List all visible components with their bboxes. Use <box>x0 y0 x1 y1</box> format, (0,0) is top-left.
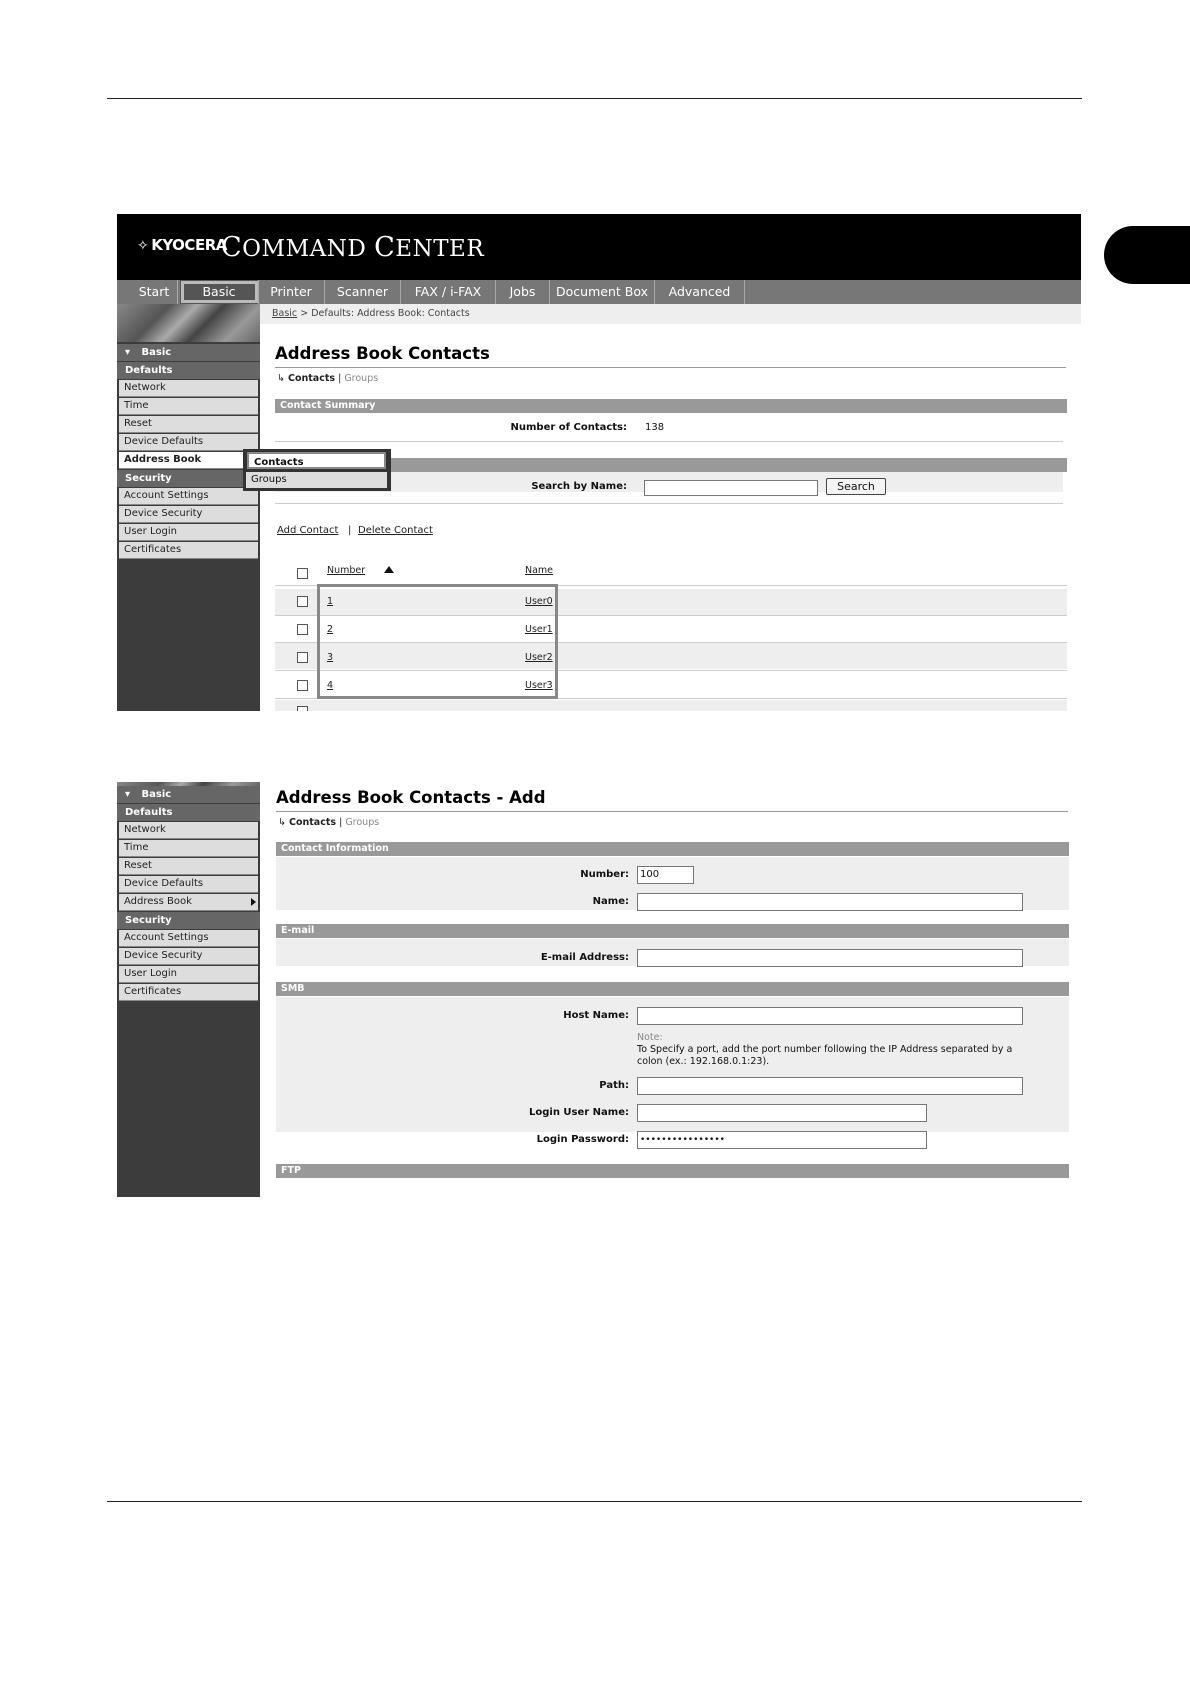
email-header: E-mail <box>276 924 1069 938</box>
tab-fax[interactable]: FAX / i-FAX <box>401 280 496 304</box>
link-separator: | <box>348 525 352 536</box>
subnav: ↳ Contacts | Groups <box>277 373 379 384</box>
sidebar-item-device-security[interactable]: Device Security <box>119 506 258 523</box>
sidebar-item-device-security[interactable]: Device Security <box>119 948 258 965</box>
sidebar-section-defaults: Defaults <box>117 804 260 821</box>
search-label: Search by Name: <box>531 481 627 492</box>
sidebar-item-device-defaults[interactable]: Device Defaults <box>119 876 258 893</box>
page-title: Address Book Contacts - Add <box>276 788 546 807</box>
sidebar-section-security: Security <box>117 470 260 487</box>
contacts-screenshot <box>117 214 1081 711</box>
tab-basic[interactable]: Basic <box>180 280 259 304</box>
row-name-link[interactable]: User3 <box>525 680 553 691</box>
tab-printer[interactable]: Printer <box>258 280 325 304</box>
tab-scanner[interactable]: Scanner <box>325 280 401 304</box>
sort-ascending-icon[interactable] <box>384 566 394 573</box>
port-note <box>637 1032 1077 1068</box>
login-password-label: Login Password: <box>536 1134 629 1145</box>
login-user-name-label: Login User Name: <box>528 1107 629 1118</box>
row-name-link[interactable]: User1 <box>525 624 553 635</box>
subnav: ↳ Contacts | Groups <box>278 817 380 828</box>
subnav-contacts[interactable]: Contacts <box>289 817 337 828</box>
host-name-label: Host Name: <box>563 1010 629 1021</box>
row-checkbox[interactable] <box>297 680 308 691</box>
column-header-number[interactable]: Number <box>327 565 366 576</box>
note-line-1: To Specify a port, add the port number following the IP Address separated by a <box>637 1044 1013 1055</box>
search-separator <box>275 503 1063 504</box>
kyocera-logo: ✧ KYOCERA <box>137 236 227 254</box>
submenu-item-contacts[interactable]: Contacts <box>247 452 386 469</box>
tab-advanced[interactable]: Advanced <box>655 280 745 304</box>
sidebar-item-user-login[interactable]: User Login <box>119 966 258 983</box>
row-checkbox[interactable] <box>297 596 308 607</box>
submenu-arrow-icon <box>251 898 256 906</box>
chapter-tab-marker <box>1104 226 1190 284</box>
row-number-link[interactable]: 3 <box>327 652 334 663</box>
breadcrumb-current: Defaults: Address Book: Contacts <box>311 308 470 319</box>
row-name-link[interactable]: User2 <box>525 652 553 663</box>
row-number-link[interactable]: 2 <box>327 624 334 635</box>
sidebar-item-account-settings[interactable]: Account Settings <box>119 488 258 505</box>
title-underline <box>275 367 1066 368</box>
sidebar-item-account-settings[interactable]: Account Settings <box>119 930 258 947</box>
add-contact-link[interactable]: Add Contact <box>277 525 339 536</box>
sidebar-item-reset[interactable]: Reset <box>119 416 258 433</box>
row-name-link[interactable]: User0 <box>525 596 553 607</box>
host-name-input[interactable] <box>637 1007 1023 1025</box>
subnav-arrow-icon: ↳ <box>278 817 286 828</box>
row-number-link[interactable]: 1 <box>327 596 334 607</box>
contacts-count-label: Number of Contacts: <box>510 422 627 433</box>
ftp-header: FTP <box>276 1164 1069 1178</box>
name-input[interactable] <box>637 893 1023 911</box>
submenu-item-groups[interactable]: Groups <box>246 472 387 488</box>
subnav-groups[interactable]: Groups <box>345 817 380 828</box>
sidebar-item-user-login[interactable]: User Login <box>119 524 258 541</box>
subnav-groups[interactable]: Groups <box>344 373 379 384</box>
tab-jobs[interactable]: Jobs <box>496 280 550 304</box>
column-header-name[interactable]: Name <box>525 565 554 576</box>
search-header <box>275 458 1067 472</box>
sidebar-section-basic[interactable]: ▾ Basic <box>117 344 260 361</box>
app-title: COMMAND CENTER <box>221 232 485 263</box>
search-input[interactable] <box>644 480 818 496</box>
note-label: Note: <box>637 1032 663 1043</box>
sidebar-section-basic[interactable]: ▾ Basic <box>117 786 260 803</box>
row-checkbox-partial[interactable] <box>297 706 308 711</box>
login-password-input[interactable]: •••••••••••••••• <box>637 1131 927 1149</box>
row-checkbox[interactable] <box>297 652 308 663</box>
contact-summary-header: Contact Summary <box>275 399 1067 413</box>
tab-document-box[interactable]: Document Box <box>550 280 655 304</box>
table-row-partial <box>275 700 1067 711</box>
add-contact-screenshot <box>117 782 1081 1197</box>
sidebar-photo <box>117 304 260 342</box>
sidebar-item-certificates[interactable]: Certificates <box>119 542 258 559</box>
select-all-checkbox[interactable] <box>297 568 308 579</box>
number-input[interactable]: 100 <box>637 866 694 884</box>
page-title: Address Book Contacts <box>275 344 490 363</box>
search-button[interactable]: Search <box>826 478 886 495</box>
top-rule <box>107 98 1082 99</box>
path-label: Path: <box>599 1080 629 1091</box>
sidebar-item-network[interactable]: Network <box>119 380 258 397</box>
smb-header: SMB <box>276 982 1069 996</box>
bottom-rule <box>107 1501 1082 1502</box>
sidebar-item-network[interactable]: Network <box>119 822 258 839</box>
row-number-link[interactable]: 4 <box>327 680 334 691</box>
rows-highlight-frame <box>317 584 558 699</box>
email-input[interactable] <box>637 949 1023 967</box>
email-label: E-mail Address: <box>540 952 629 963</box>
path-input[interactable] <box>637 1077 1023 1095</box>
sidebar-item-address-book[interactable]: Address Book <box>119 894 258 911</box>
subnav-contacts[interactable]: Contacts <box>288 373 336 384</box>
contact-information-header: Contact Information <box>276 842 1069 856</box>
kyocera-logo-icon: ✧ <box>137 238 149 254</box>
name-label: Name: <box>592 896 629 907</box>
title-underline <box>276 811 1068 812</box>
sidebar-item-time[interactable]: Time <box>119 398 258 415</box>
address-book-submenu <box>243 449 391 491</box>
sidebar-section-defaults: Defaults <box>117 362 260 379</box>
breadcrumb: Basic > Defaults: Address Book: Contacts <box>260 304 1081 324</box>
login-user-name-input[interactable] <box>637 1104 927 1122</box>
sidebar-item-certificates[interactable]: Certificates <box>119 984 258 1001</box>
sidebar-item-device-defaults[interactable]: Device Defaults <box>119 434 258 451</box>
number-label: Number: <box>580 869 629 880</box>
sidebar-section-security: Security <box>117 912 260 929</box>
summary-separator <box>275 441 1063 442</box>
note-line-2: colon (ex.: 192.168.0.1:23). <box>637 1056 770 1067</box>
contacts-count-value: 138 <box>645 422 665 433</box>
subnav-arrow-icon: ↳ <box>277 373 285 384</box>
sidebar-item-address-book[interactable]: Address Book <box>119 452 258 469</box>
tab-start[interactable]: Start <box>131 280 178 304</box>
delete-contact-link[interactable]: Delete Contact <box>358 525 433 536</box>
row-checkbox[interactable] <box>297 624 308 635</box>
breadcrumb-basic-link[interactable]: Basic <box>272 308 298 319</box>
banner <box>117 214 1081 280</box>
sidebar-item-time[interactable]: Time <box>119 840 258 857</box>
sidebar-item-reset[interactable]: Reset <box>119 858 258 875</box>
